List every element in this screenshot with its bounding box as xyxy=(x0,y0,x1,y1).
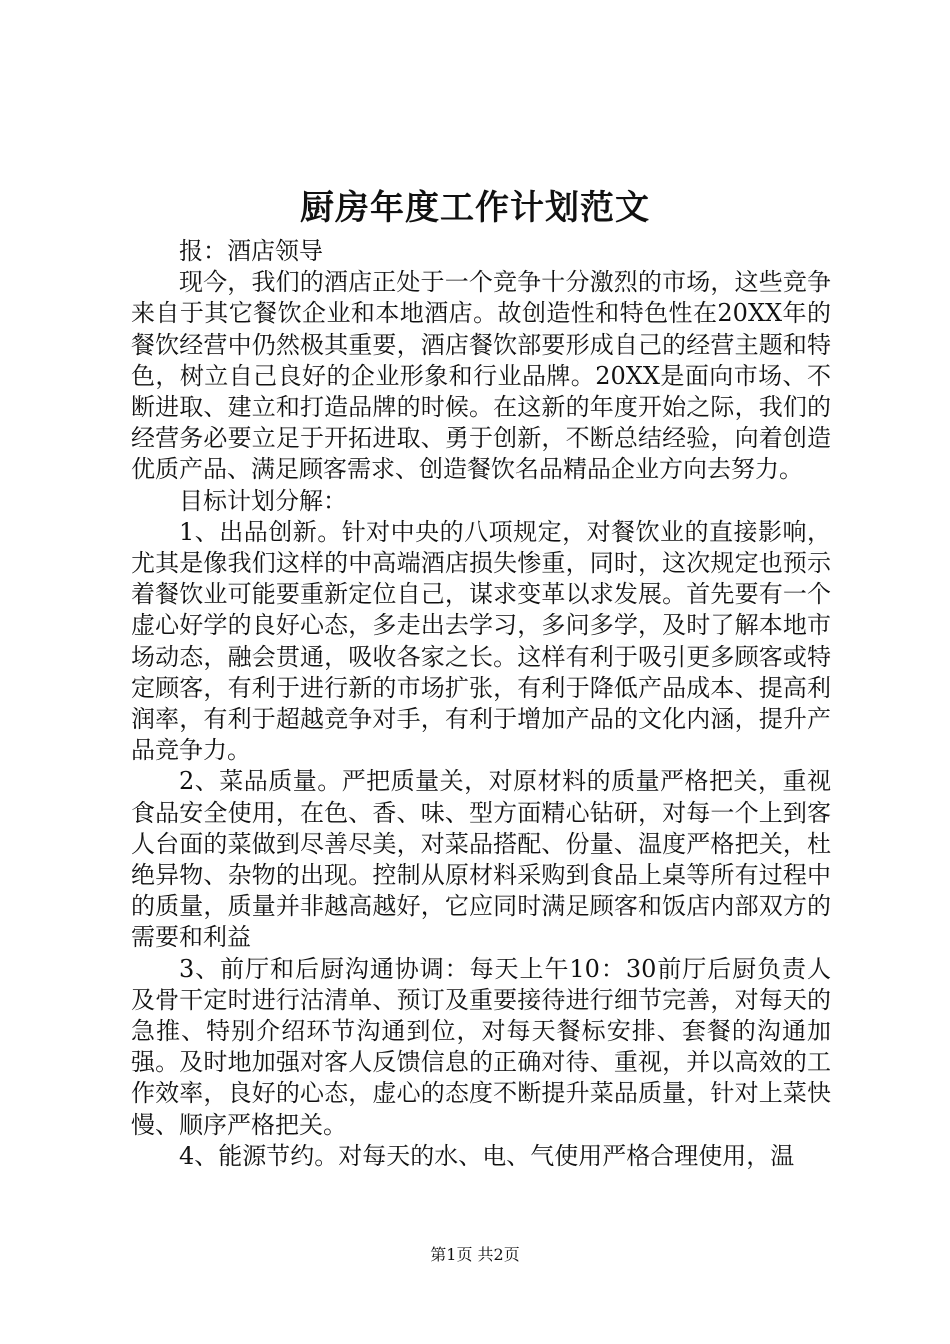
paragraph-goal-heading: 目标计划分解： xyxy=(179,486,347,515)
paragraph-item-4: 4、能源节约。对每天的水、电、气使用严格合理使用，温 xyxy=(179,1141,795,1170)
paragraph-item-3: 3、前厅和后厨沟通协调：每天上午10：30前厅后厨负责人及骨干定时进行沽清单、预订及重要接待进行细节完善，对每天的急推、特别介绍环节沟通到位，对每天餐标安排、套餐的沟通加强。及时地加强对客人反馈信息的正确对待、重视，并以高效的工作效率，良好的心态，虚心的态度不断提升菜品质量，针对上菜快慢、顺序严格把关。 xyxy=(131,954,831,1139)
page-footer: 第1页 共2页 xyxy=(430,1245,520,1264)
document-title: 厨房年度工作计划范文 xyxy=(300,188,650,228)
paragraph-intro: 现今，我们的酒店正处于一个竞争十分激烈的市场，这些竞争来自于其它餐饮企业和本地酒店。故创造性和特色性在20XX年的餐饮经营中仍然极其重要，酒店餐饮部要形成自己的经营主题和特色，树立自己良好的企业形象和行业品牌。20XX是面向市场、不断进取、建立和打造品牌的时候。在这新的年度开始之际，我们的经营务必要立足于开拓进取、勇于创新，不断总结经验，向着创造优质产品、满足顾客需求、创造餐饮名品精品企业方向去努力。 xyxy=(131,268,831,484)
paragraph-recipient: 报：酒店领导 xyxy=(179,237,323,265)
document-body xyxy=(131,236,831,1172)
paragraph-item-2: 2、菜品质量。严把质量关，对原材料的质量严格把关，重视食品安全使用，在色、香、味、型方面精心钻研，对每一个上到客人台面的菜做到尽善尽美，对菜品搭配、份量、温度严格把关，杜绝异物、杂物的出现。控制从原材料采购到食品上桌等所有过程中的质量，质量并非越高越好，它应同时满足顾客和饭店内部双方的需要和利益 xyxy=(131,767,831,952)
paragraph-item-1: 1、出品创新。针对中央的八项规定，对餐饮业的直接影响，尤其是像我们这样的中高端酒店损失惨重，同时，这次规定也预示着餐饮业可能要重新定位自己，谋求变革以求发展。首先要有一个虚心好学的良好心态，多走出去学习，多问多学，及时了解本地市场动态，融会贯通，吸收各家之长。这样有利于吸引更多顾客或特定顾客，有利于进行新的市场扩张，有利于降低产品成本、提高利润率，有利于超越竞争对手，有利于增加产品的文化内涵，提升产品竞争力。 xyxy=(131,517,831,765)
